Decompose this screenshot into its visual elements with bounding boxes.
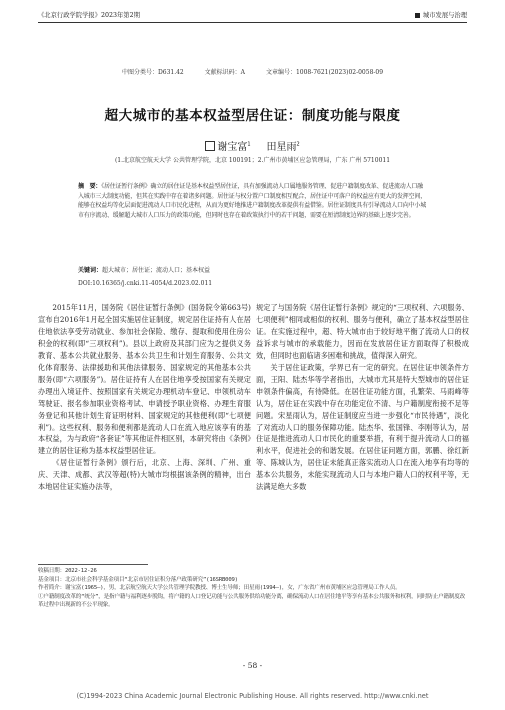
page-number: - 58 - — [242, 661, 263, 670]
body-column-right — [256, 302, 469, 493]
affiliation: (1.北京航空航天大学 公共管理学院，北京 100191；2.广州市黄埔区应急管理局，广东 广州 5710011 — [114, 157, 391, 164]
article-title: 超大城市的基本权益型居住证：制度功能与限度 — [104, 108, 401, 124]
body-paragraph: 关于居住证政策，学界已有一定的研究。在居住证申领条件方面，王阳、陆杰华等学者指出，大城市尤其是特大型城市的居住证申领条件偏高，有待降低。在居住证功能方面，孔繁荣、马雨峰等认为，居住证在实践中存在功能定位不清、与户籍制度衔接不足等问题。宋星雨认为，居住证制度应当进一步强化“市民待遇”，淡化了对流动人口的服务保障功能。陆杰华、张国锋、李刚等认为，居住证是推进流动人口市民化的重要举措，有利于提升流动人口的福利水平，促进社会的和谐发展。在居住证问题方面，郭鹏、徐红新等、陈城认为，居住证未能真正落实流动人口在流入地享有均等的基本公共服务，未能实现流动人口与本地户籍人口的权利平等，无法满足绝大多数 — [256, 362, 469, 492]
body-paragraph: 《居住证暂行条例》颁行后，北京、上海、深圳、广州、重庆、天津、成都、武汉等超(特)大城市均根据该条例的精神，出台本地居住证实施办法等， — [38, 458, 251, 492]
section-header — [415, 10, 467, 19]
footnotes — [38, 567, 468, 610]
abstract — [78, 182, 428, 220]
footnote-funding: 基金项目：北京市社会科学基金项目“北京市居住证积分落户政策研究”(16SRB009) — [38, 576, 238, 583]
footnote-rule — [38, 564, 148, 565]
author-line — [0, 138, 505, 153]
keywords — [78, 265, 428, 274]
keywords-label: 关键词： — [78, 267, 103, 274]
journal-header: 《北京行政学院学报》2023年第2期 — [38, 12, 140, 19]
body-paragraph: 规定了与国务院《居住证暂行条例》规定的“三项权利、六项服务、七项便利”相同或相似的权利、服务与便利，确立了基本权益型居住证。在实施过程中，超、特大城市由于较好地平衡了流动人口的权益诉求与城市的承载能力，因而在发放居住证方面取得了积极成效，但同时也面临诸多困难和挑战，值得深入研究。 — [256, 303, 469, 360]
footnote-author-bio: 作者简介：谢宝富(1965—)，男，北京航空航天大学公共管理学院教授、博士生导师；田星雨(1994—)，女，广东省广州市黄埔区应急管理局工作人员。 — [38, 585, 401, 592]
keywords-text: 超大城市；居住证；流动人口；基本权益 — [102, 267, 211, 274]
article-number: 文章编号：1008-7621(2023)02-0058-09 — [265, 69, 384, 76]
author-2-affil-mark: 2 — [296, 141, 300, 148]
author-1: 谢宝富 — [217, 142, 248, 153]
body-paragraph: 2015年11月，国务院《居住证暂行条例》(国务院令第663号)宣布自2016年1月起全国实施居住证制度，规定居住证持有人在居住地依法享受劳动就业、参加社会保险、缴存、提取和使用住房公积金的权利(即“三项权利”)。县以上政府及其部门应为之提供义务教育、基本公共就业服务、基本公共卫生和计划生育服务、公共文化体育服务、法律援助和其他法律服务、国家规定的其他基本公共服务(即“六项服务”)。居住证持有人在居住地享受按国家有关规定办理出入境证件、按照国家有关规定办理机动车登记、申领机动车驾驶证、报名参加职业资格考试、申请授予职业资格、办理生育服务登记和其他计划生育证明材料、国家规定的其他便利(即“七项便利”)。这些权利、服务和便利都是流动人口在流入地应该享有的基本权益，为与政府“各套证”等其他证件相区别，本研究将由《条例》建立的居住证称为基本权益型居住证。 — [38, 303, 251, 456]
doi: DOI:10.16365/j.cnki.11-4054/d.2023.02.011 — [78, 280, 213, 287]
clc-number: 中图分类号：D631.42 — [121, 69, 184, 76]
author-2: 田星雨 — [266, 142, 297, 153]
corresponding-author-icon — [205, 141, 215, 151]
article-meta — [0, 67, 505, 76]
footnote-note: ①户籍制度改革的“统分”，是指户籍与福利逐步脱钩，将户籍的人口登记功能与公共服务供给功能分离，确保流动人口在居住地平等享有基本公共服务和权利，同时防止户籍制度改革过程中出现新的不公平现象。 — [38, 593, 466, 609]
copyright-notice: (C)1994-2023 China Academic Journal Electronic Publishing House. All rights reserved. http://www.cnki.net — [76, 692, 429, 700]
abstract-text: 《居住证暂行条例》确立的居住证是基本权益型居住证，具有加强流动人口属地服务管理、促进户籍制度改革、促进流动人口融入城市三大制度功能，但其在实践中存在着诸多问题。居住证与权分置户口制度相互配合，居住证中可落户的权益应有更大的发挥空间，能够在权益均等化层面促进流动人口市民化进程，从而为更好地推进户籍制度改革提供有益借鉴。居住证制度具有引导流动人口向中小城市有序流动、缓解超大城市人口压力的政策功能，但同时也存在着政策执行中的若干问题，需要在厘清制度边界的基础上逐步完善。 — [78, 183, 427, 219]
section-label: 城市发展与治理 — [422, 12, 467, 19]
section-marker-icon — [415, 13, 420, 18]
header-rule — [38, 22, 467, 23]
footnote-received: 收稿日期：2022-12-26 — [38, 568, 97, 574]
abstract-label: 摘 要： — [78, 183, 102, 190]
doc-code: 文献标识码：A — [204, 69, 246, 76]
author-1-affil-mark: 1 — [247, 141, 251, 148]
body-column-left — [38, 302, 251, 493]
